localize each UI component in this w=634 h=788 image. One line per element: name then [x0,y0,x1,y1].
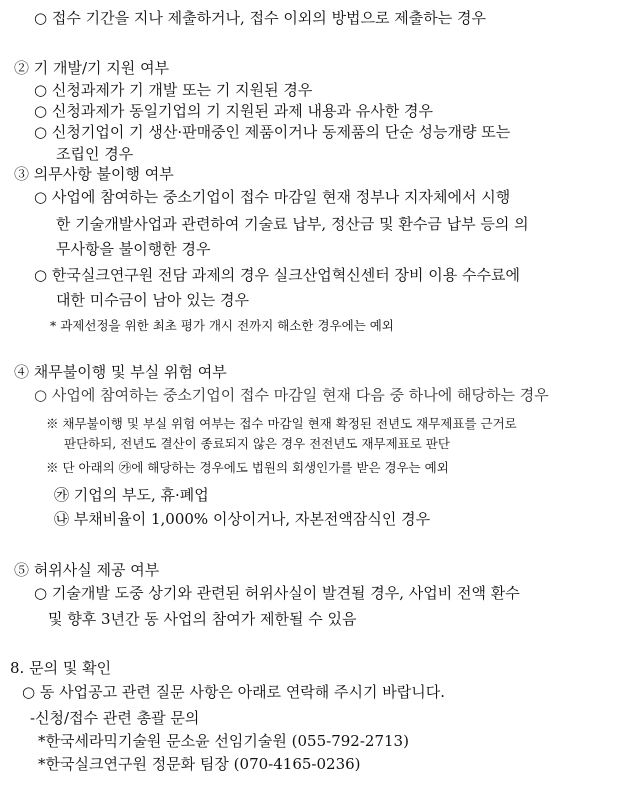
text-line: 및 향후 3년간 동 사업의 참여가 제한될 수 있음 [48,610,357,628]
text-line: ㉮ 기업의 부도, 휴·폐업 [54,486,209,504]
text-line: ○ 신청과제가 동일기업의 기 지원된 과제 내용과 유사한 경우 [34,102,433,120]
text-line: ○ 신청과제가 기 개발 또는 기 지원된 경우 [34,81,313,99]
text-line: 조립인 경우 [56,145,134,163]
section-heading: ⑤ 허위사실 제공 여부 [14,561,160,579]
section-heading: ③ 의무사항 불이행 여부 [14,165,174,183]
text-line: 무사항을 불이행한 경우 [56,240,211,258]
text-line: ○ 사업에 참여하는 중소기업이 접수 마감일 현재 정부나 지자체에서 시행 [34,188,511,206]
text-line: ○ 사업에 참여하는 중소기업이 접수 마감일 현재 다음 중 하나에 해당하는 경우 [34,386,549,404]
text-line: ○ 동 사업공고 관련 질문 사항은 아래로 연락해 주시기 바랍니다. [22,683,446,701]
text-line: -신청/접수 관련 총괄 문의 [30,709,200,727]
note-line: ※ 단 아래의 ㉮에 해당하는 경우에도 법원의 회생인가를 받은 경우는 예외 [46,460,449,475]
text-line: ○ 한국실크연구원 전담 과제의 경우 실크산업혁신센터 장비 이용 수수료에 [34,266,520,284]
note-line: ※ 채무불이행 및 부실 위험 여부는 접수 마감일 현재 확정된 전년도 재무제표를 근거로 [46,416,517,431]
section-heading: ② 기 개발/기 지원 여부 [14,59,170,77]
text-line: ㉯ 부채비율이 1,000% 이상이거나, 자본전액잠식인 경우 [54,510,431,528]
text-line: 대한 미수금이 남아 있는 경우 [56,291,249,309]
text-line: ○ 기술개발 도중 상기와 관련된 허위사실이 발견될 경우, 사업비 전액 환수 [34,584,520,602]
text-line: *한국세라믹기술원 문소윤 선임기술원 (055-792-2713) [38,732,409,750]
text-line: *한국실크연구원 정문화 팀장 (070-4165-0236) [38,755,361,773]
text-line: 한 기술개발사업과 관련하여 기술료 납부, 정산금 및 환수금 납부 등의 의 [56,215,529,233]
section-heading: 8. 문의 및 확인 [10,659,112,677]
note-line: 판단하되, 전년도 결산이 종료되지 않은 경우 전전년도 재무제표로 판단 [64,436,450,451]
section-heading: ④ 채무불이행 및 부실 위험 여부 [14,363,227,381]
text-line: ○ 신청기업이 기 생산·판매중인 제품이거나 동제품의 단순 성능개량 또는 [34,123,511,141]
note-line: * 과제선정을 위한 최초 평가 개시 전까지 해소한 경우에는 예외 [50,318,394,333]
text-line: ○ 접수 기간을 지나 제출하거나, 접수 이외의 방법으로 제출하는 경우 [34,9,487,27]
